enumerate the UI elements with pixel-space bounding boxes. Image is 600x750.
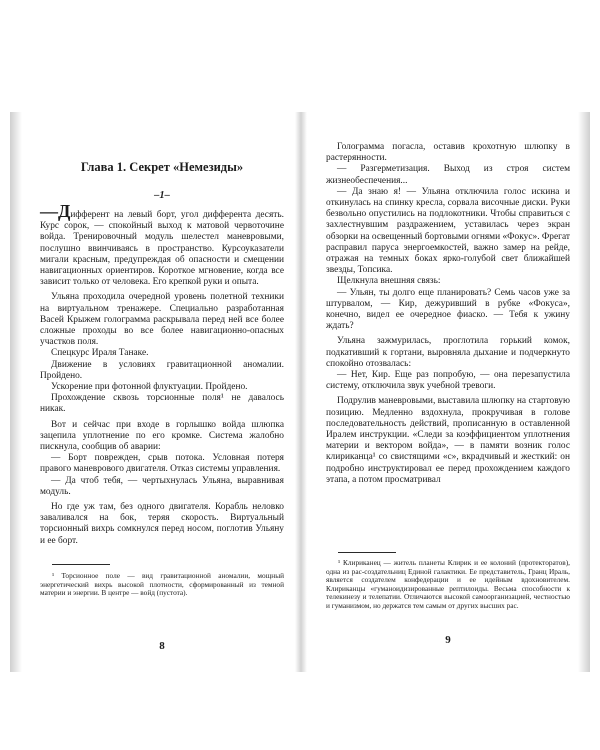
left-page-body [40, 201, 284, 547]
page-number: 9 [445, 634, 451, 646]
paragraph: — Борт поврежден, срыв потока. Условная потеря правого маневрового двигателя. Отказ системы управления. [40, 453, 284, 475]
paragraph: — Да знаю я! — Ульяна отключила голос искина и откинулась на спинку кресла, сорвала височные диски. Руки безвольно опустились на подлокотники. Чтобы справиться с захлестнувшим раздражением, уставилась через экран обзорки на освещенный бортовыми огнями «Фокус». Фрегат расправил паруса энергоемкостей, важно замер на рейде, отражая на темных боках ярко-голубой свет ближайшей звезды, Топсика. [326, 186, 571, 276]
paragraph: Ульяна зажмурилась, проглотила горький комок, подкативший к гортани, выровняла дыхание и подчеркнуто спокойно отозвалась: [326, 336, 570, 369]
footnote-divider [52, 564, 110, 565]
chapter-title: Глава 1. Секрет «Немезиды» [80, 160, 244, 174]
right-page [326, 112, 570, 672]
paragraph: — Разгерметизация. Выход из строя систем жизнеобеспечения... [326, 164, 570, 186]
paragraph: Ульяна проходила очередной уровень полетной техники на виртуальном тренажере. Специально разработанная Васей Крыжем голограмма раскрывала перед ней все более сложные проходы во все более навигационно-опасных участков поля. [40, 292, 284, 348]
footnote: ¹ Торсионное поле — вид гравитационной аномалии, мощный энергетический вихрь высокой плотности, сформированный из темной материи и энергии. В центре — войд (пустота). [40, 571, 284, 598]
drop-cap: —Д [40, 201, 71, 221]
section-mark: –1– [154, 190, 170, 201]
paragraph: Ускорение при фотонной флуктуации. Пройдено. [51, 382, 248, 393]
footnote-divider [338, 552, 396, 553]
right-page-body [326, 142, 570, 486]
paragraph: — Ульян, ты долго еще планировать? Семь часов уже за штурвалом, — Кир, дежуривший в рубке «Фокуса», конечно, видел ее очередное фиаско. — Тебя к ужину ждать? [326, 287, 570, 332]
paragraph: Подрулив маневровыми, выставила шлюпку на стартовую позицию. Медленно вздохнула, прокручивая в голове последовательность действий, прописанную в оставленной Иралем инструкции. «Следи за коэффициентом уплотнения материи и вектором войда», — в памяти возник голос клириканца¹ со свистящими «с», вкрадчивый и жесткий: он подробно инструктировал ее перед прохождением каждого этапа, а потом просматривал [326, 396, 570, 485]
left-page [40, 112, 284, 672]
footnote: ¹ Клириканец — житель планеты Клирик и ее колоний (протекторатов), одна из рас-создательниц Единой галактики. Ее представитель, Гранц Ираль, является создателем конфедерации и ее идейным вдохновителем. Клириканцы «гуманоидизированные рептилоиды. Весьма способности к телекинезу и телепатии. Отличаются высокой самоорганизацией, честностью и гуманизмом, но держатся тем самым от других высших рас. [326, 558, 570, 610]
paragraph: —Дифферент на левый борт, угол дифферента десять. Курс сорок, — спокойный выход к матовой червоточине войда. Тренировочный модуль шелестел маневровыми, послушно ввинчиваясь в пространство. Курсоуказатели мигали красным, предупреждая об опасности и смещении навигационных ориентиров. Короткое мгновение, когда все зависит только от человека. Его крепкой руки и опыта. [40, 201, 284, 288]
paragraph: Щелкнула внешняя связь: [337, 276, 441, 287]
page-edge-shadow-left [10, 112, 22, 672]
book-gutter [295, 112, 307, 672]
paragraph: Спецкурс Ираля Танаке. [51, 348, 149, 359]
open-book-spread [10, 112, 590, 672]
page-number: 8 [159, 640, 165, 652]
paragraph: Прохождение сквозь торсионные поля¹ не давалось никак. [40, 393, 284, 415]
paragraph: Но где уж там, без одного двигателя. Корабль неловко заваливался на бок, теряя скорость. Виртуальный торсионный вихрь сомкнулся перед носом, поглотив Ульяну и ее борт. [40, 502, 284, 546]
page-edge-shadow-right [578, 112, 590, 672]
paragraph: Голограмма погасла, оставив крохотную шлюпку в растерянности. [326, 142, 570, 164]
paragraph: — Да чтоб тебя, — чертыхнулась Ульяна, выравнивая модуль. [40, 475, 284, 497]
paragraph: Движение в условиях гравитационной аномалии. Пройдено. [40, 359, 284, 381]
paragraph: Вот и сейчас при входе в горлышко войда шлюпка зацепила уплотнение по его кромке. Система жалобно пискнула, сообщив об аварии: [40, 419, 284, 453]
paragraph: — Нет, Кир. Еще раз попробую, — она перезапустила систему, отключила звук учебной тревоги. [326, 370, 570, 392]
